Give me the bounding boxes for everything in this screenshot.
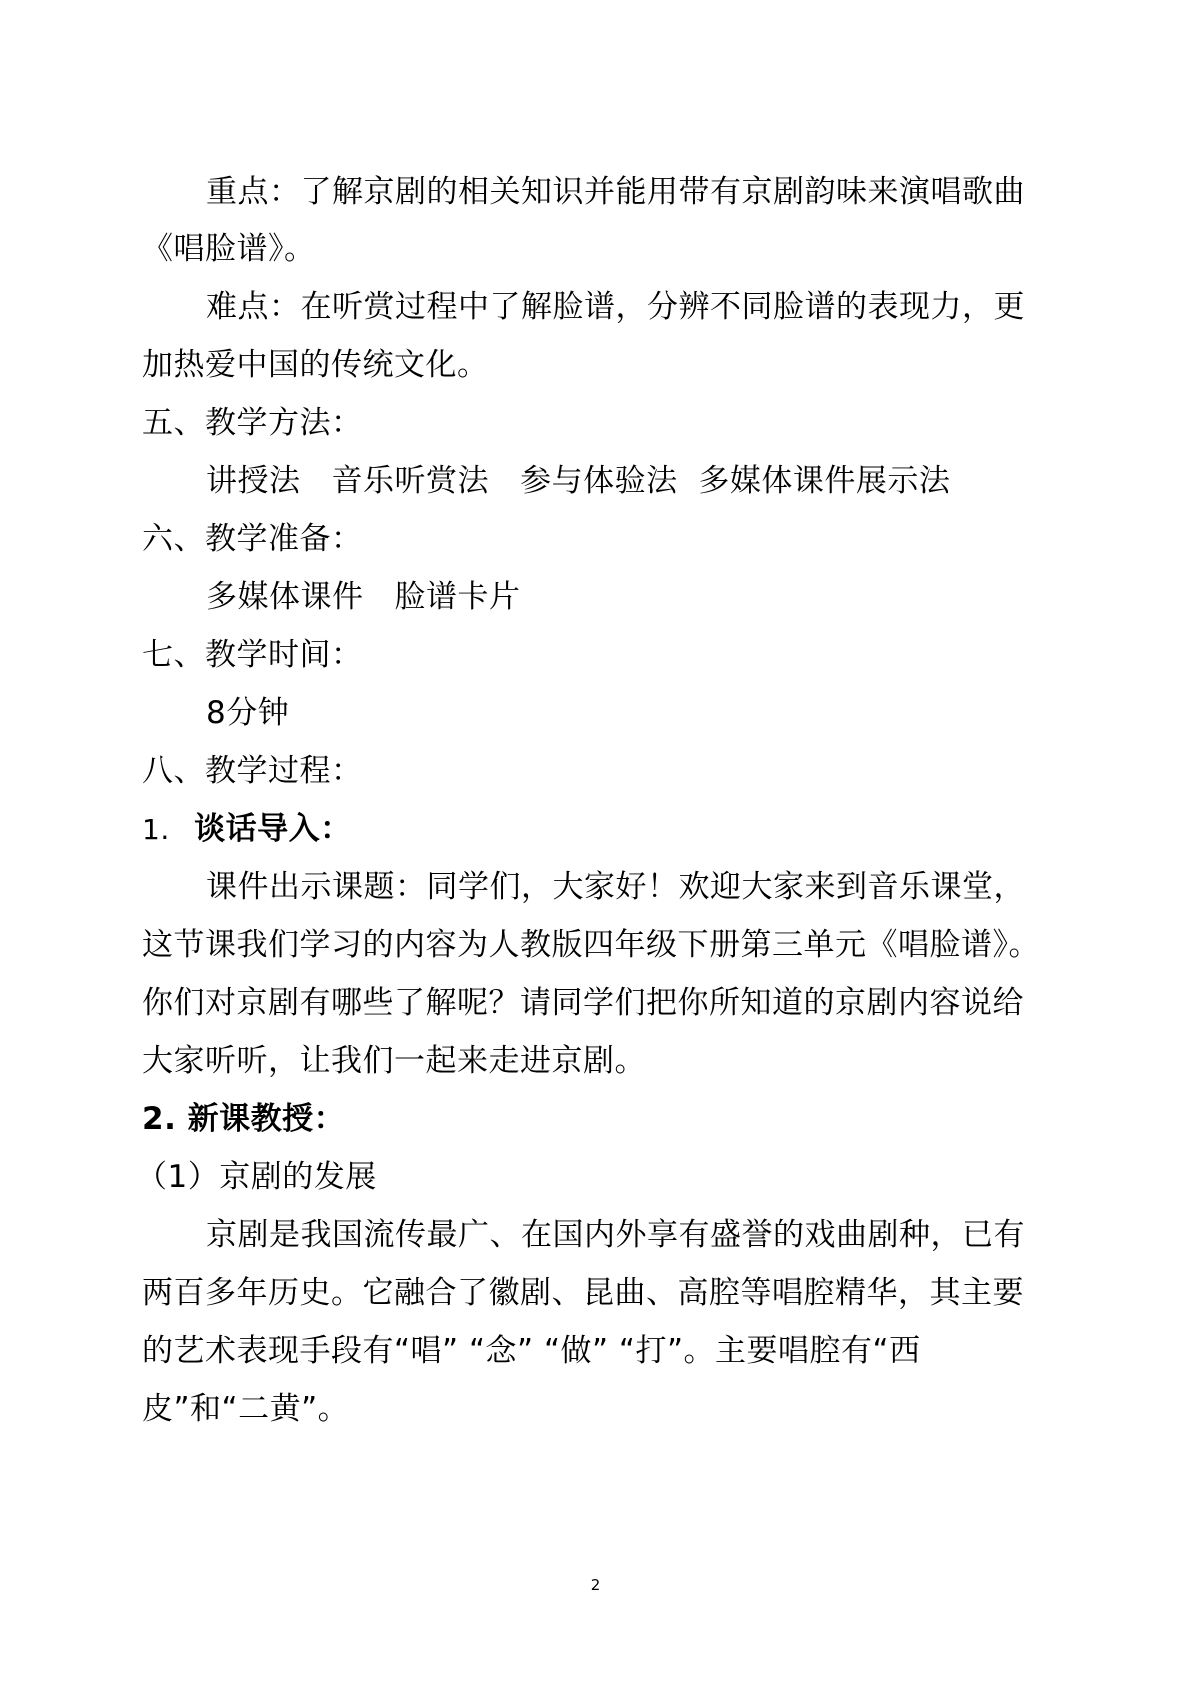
step-2-paragraph-line: 的艺术表现手段有“唱” “念” “做” “打”。主要唱腔有“西 xyxy=(142,1333,921,1369)
step-1-number: 1. xyxy=(142,813,170,846)
section-6-content: 多媒体课件 脸谱卡片 xyxy=(206,579,521,615)
section-5-heading: 五、教学方法： xyxy=(142,405,363,441)
step-2-subheading: （1）京剧的发展 xyxy=(136,1159,377,1195)
section-8-heading: 八、教学过程： xyxy=(142,753,363,789)
step-2-paragraph-line: 皮”和“二黄”。 xyxy=(142,1391,350,1427)
focus-line-1: 重点：了解京剧的相关知识并能用带有京剧韵味来演唱歌曲 xyxy=(206,174,1025,210)
section-7-heading: 七、教学时间： xyxy=(142,637,363,673)
step-1-paragraph-line: 大家听听，让我们一起来走进京剧。 xyxy=(142,1043,646,1079)
step-2-heading: 2. 新课教授： xyxy=(142,1101,346,1137)
step-2-paragraph-line: 两百多年历史。它融合了徽剧、昆曲、高腔等唱腔精华，其主要 xyxy=(142,1275,1024,1311)
step-1-paragraph-line: 你们对京剧有哪些了解呢？请同学们把你所知道的京剧内容说给 xyxy=(142,985,1024,1021)
difficulty-line-2: 加热爱中国的传统文化。 xyxy=(142,347,489,383)
difficulty-line-1: 难点：在听赏过程中了解脸谱，分辨不同脸谱的表现力，更 xyxy=(206,289,1025,325)
page-number: 2 xyxy=(590,1576,601,1594)
step-1-paragraph-line: 这节课我们学习的内容为人教版四年级下册第三单元《唱脸谱》。 xyxy=(142,927,1040,963)
section-7-content: 8分钟 xyxy=(206,695,290,731)
step-1-title: 谈话导入： xyxy=(194,811,352,847)
section-6-heading: 六、教学准备： xyxy=(142,521,363,557)
focus-line-2: 《唱脸谱》。 xyxy=(142,231,316,267)
step-1-heading xyxy=(142,809,352,850)
step-1-paragraph-line: 课件出示课题：同学们，大家好！欢迎大家来到音乐课堂， xyxy=(206,869,1025,905)
step-2-paragraph-line: 京剧是我国流传最广、在国内外享有盛誉的戏曲剧种，已有 xyxy=(206,1217,1025,1253)
section-5-content: 讲授法 音乐听赏法 参与体验法 多媒体课件展示法 xyxy=(206,463,951,499)
